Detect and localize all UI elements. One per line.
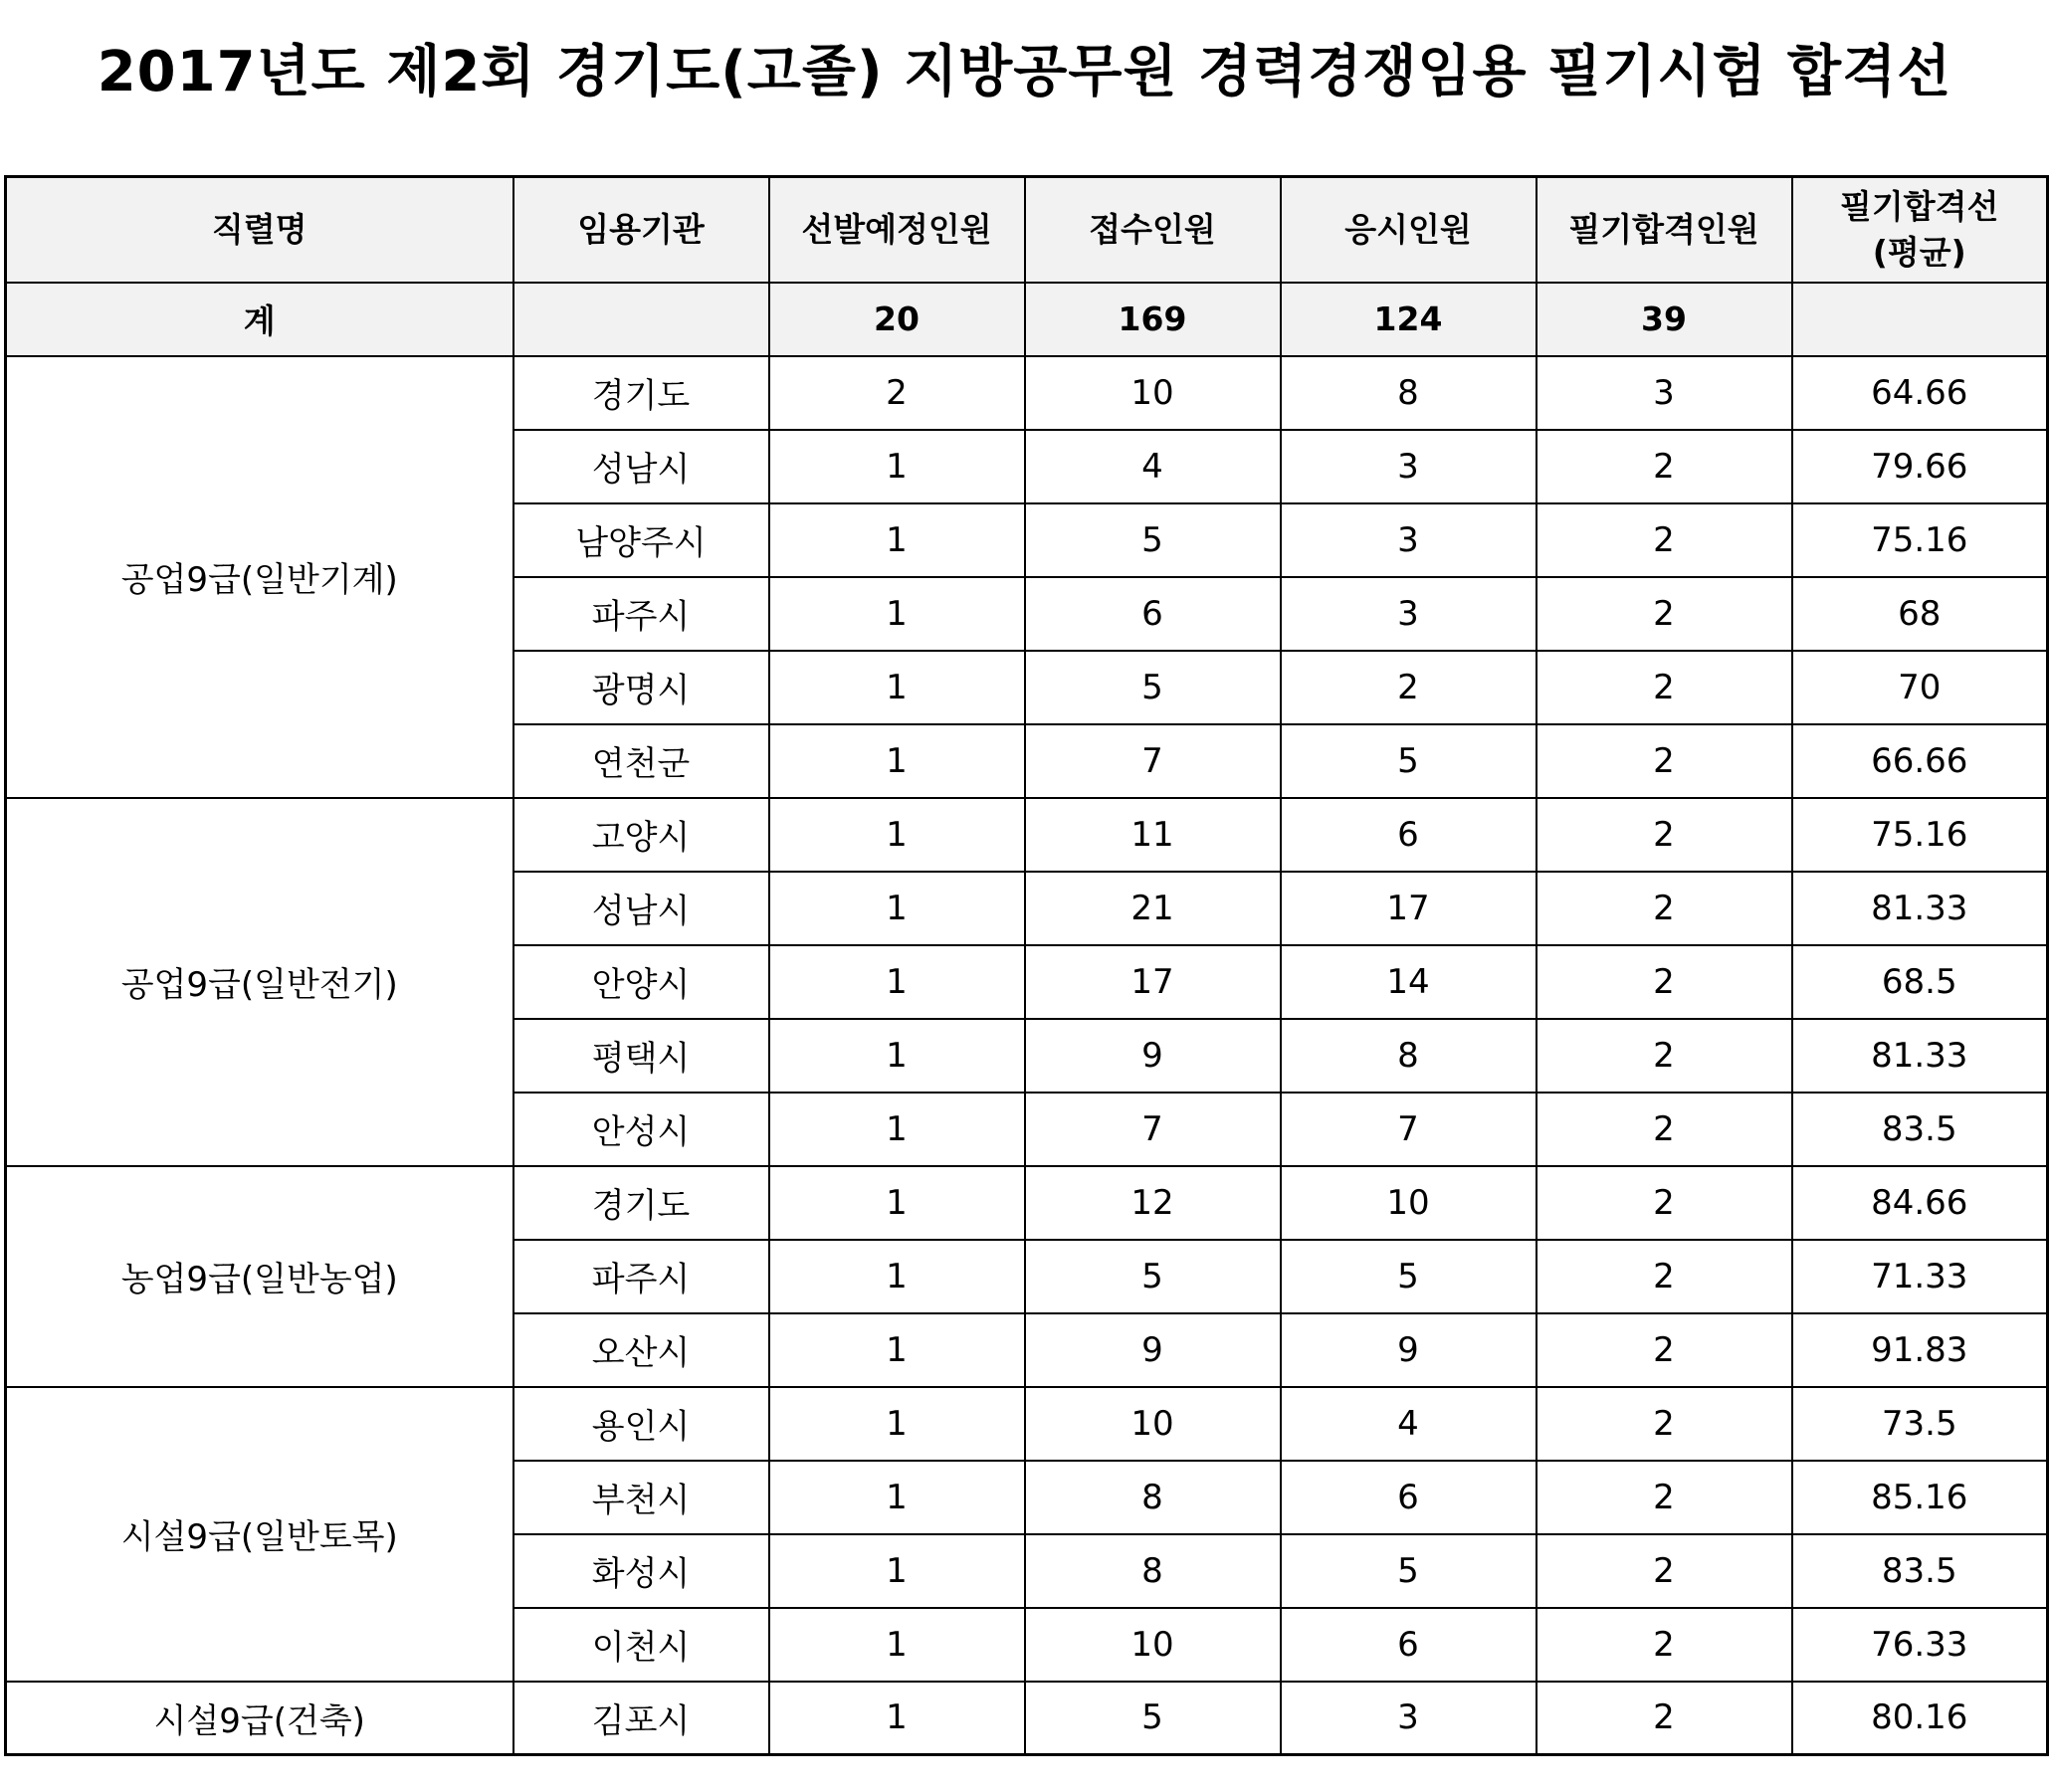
- passed-cell: 2: [1537, 503, 1792, 577]
- agency-cell: 남양주시: [513, 503, 769, 577]
- attended-cell: 9: [1281, 1313, 1537, 1387]
- planned-cell: 1: [769, 1166, 1025, 1240]
- attended-cell: 5: [1281, 1534, 1537, 1608]
- series-name-cell: 공업9급(일반전기): [6, 798, 513, 1166]
- passed-cell: 2: [1537, 1093, 1792, 1166]
- passed-cell: 2: [1537, 651, 1792, 724]
- planned-cell: 1: [769, 651, 1025, 724]
- col-header-cutoff-line1: 필기합격선: [1840, 186, 1999, 226]
- applied-cell: 6: [1025, 577, 1281, 651]
- table-row: [6, 1387, 2048, 1461]
- passed-cell: 2: [1537, 945, 1792, 1019]
- applied-cell: 21: [1025, 872, 1281, 945]
- planned-cell: 1: [769, 1387, 1025, 1461]
- applied-cell: 5: [1025, 651, 1281, 724]
- applied-cell: 9: [1025, 1313, 1281, 1387]
- applied-cell: 12: [1025, 1166, 1281, 1240]
- planned-cell: 1: [769, 1093, 1025, 1166]
- table-row: [6, 356, 2048, 430]
- attended-cell: 14: [1281, 945, 1537, 1019]
- planned-cell: 1: [769, 1019, 1025, 1093]
- col-header-attended: 응시인원: [1281, 177, 1537, 283]
- cutoff-cell: 71.33: [1792, 1240, 2048, 1313]
- applied-cell: 11: [1025, 798, 1281, 872]
- attended-cell: 2: [1281, 651, 1537, 724]
- header-row: [6, 177, 2048, 283]
- cutoff-cell: 84.66: [1792, 1166, 2048, 1240]
- agency-cell: 경기도: [513, 1166, 769, 1240]
- passed-cell: 2: [1537, 1682, 1792, 1755]
- cutoff-cell: 64.66: [1792, 356, 2048, 430]
- cutoff-cell: 75.16: [1792, 503, 2048, 577]
- agency-cell: 안양시: [513, 945, 769, 1019]
- planned-cell: 1: [769, 430, 1025, 503]
- agency-cell: 김포시: [513, 1682, 769, 1755]
- attended-cell: 3: [1281, 577, 1537, 651]
- attended-cell: 5: [1281, 724, 1537, 798]
- agency-cell: 용인시: [513, 1387, 769, 1461]
- attended-cell: 7: [1281, 1093, 1537, 1166]
- col-header-cutoff: [1792, 177, 2048, 283]
- passed-cell: 2: [1537, 872, 1792, 945]
- cutoff-cell: 70: [1792, 651, 2048, 724]
- cutoff-cell: 85.16: [1792, 1461, 2048, 1534]
- cutoff-cell: 76.33: [1792, 1608, 2048, 1682]
- col-header-planned: 선발예정인원: [769, 177, 1025, 283]
- planned-cell: 1: [769, 1461, 1025, 1534]
- passed-cell: 2: [1537, 1313, 1792, 1387]
- applied-cell: 5: [1025, 1682, 1281, 1755]
- planned-cell: 2: [769, 356, 1025, 430]
- cutoff-cell: 80.16: [1792, 1682, 2048, 1755]
- agency-cell: 파주시: [513, 1240, 769, 1313]
- total-planned: 20: [769, 283, 1025, 356]
- applied-cell: 8: [1025, 1534, 1281, 1608]
- attended-cell: 3: [1281, 430, 1537, 503]
- agency-cell: 이천시: [513, 1608, 769, 1682]
- attended-cell: 4: [1281, 1387, 1537, 1461]
- passed-cell: 2: [1537, 430, 1792, 503]
- page-title: 2017년도 제2회 경기도(고졸) 지방공무원 경력경쟁임용 필기시험 합격선: [97, 40, 1952, 104]
- cutoff-cell: 68: [1792, 577, 2048, 651]
- attended-cell: 3: [1281, 503, 1537, 577]
- applied-cell: 17: [1025, 945, 1281, 1019]
- agency-cell: 안성시: [513, 1093, 769, 1166]
- planned-cell: 1: [769, 1608, 1025, 1682]
- applied-cell: 10: [1025, 1387, 1281, 1461]
- passed-cell: 2: [1537, 1387, 1792, 1461]
- attended-cell: 10: [1281, 1166, 1537, 1240]
- attended-cell: 8: [1281, 1019, 1537, 1093]
- planned-cell: 1: [769, 872, 1025, 945]
- passed-cell: 2: [1537, 798, 1792, 872]
- planned-cell: 1: [769, 1240, 1025, 1313]
- cutoff-cell: 73.5: [1792, 1387, 2048, 1461]
- attended-cell: 17: [1281, 872, 1537, 945]
- series-name-cell: 공업9급(일반기계): [6, 356, 513, 798]
- planned-cell: 1: [769, 945, 1025, 1019]
- col-header-agency: 임용기관: [513, 177, 769, 283]
- passed-cell: 2: [1537, 1240, 1792, 1313]
- agency-cell: 파주시: [513, 577, 769, 651]
- series-name-cell: 시설9급(건축): [6, 1682, 513, 1755]
- agency-cell: 화성시: [513, 1534, 769, 1608]
- agency-cell: 성남시: [513, 430, 769, 503]
- passed-cell: 2: [1537, 1166, 1792, 1240]
- applied-cell: 10: [1025, 1608, 1281, 1682]
- series-name-cell: 농업9급(일반농업): [6, 1166, 513, 1387]
- passed-cell: 2: [1537, 1534, 1792, 1608]
- cutoff-cell: 81.33: [1792, 872, 2048, 945]
- table-row: [6, 1682, 2048, 1755]
- cutoff-cell: 91.83: [1792, 1313, 2048, 1387]
- agency-cell: 오산시: [513, 1313, 769, 1387]
- total-attended: 124: [1281, 283, 1537, 356]
- passed-cell: 2: [1537, 1461, 1792, 1534]
- applied-cell: 4: [1025, 430, 1281, 503]
- cutoff-cell: 83.5: [1792, 1534, 2048, 1608]
- passed-cell: 2: [1537, 1019, 1792, 1093]
- agency-cell: 부천시: [513, 1461, 769, 1534]
- results-table: [4, 175, 2049, 1756]
- attended-cell: 6: [1281, 1608, 1537, 1682]
- col-header-applied: 접수인원: [1025, 177, 1281, 283]
- cutoff-cell: 79.66: [1792, 430, 2048, 503]
- agency-cell: 광명시: [513, 651, 769, 724]
- table-row: [6, 1166, 2048, 1240]
- planned-cell: 1: [769, 577, 1025, 651]
- cutoff-cell: 68.5: [1792, 945, 2048, 1019]
- total-row: [6, 283, 2048, 356]
- table-row: [6, 798, 2048, 872]
- planned-cell: 1: [769, 798, 1025, 872]
- total-passed: 39: [1537, 283, 1792, 356]
- passed-cell: 2: [1537, 724, 1792, 798]
- planned-cell: 1: [769, 1534, 1025, 1608]
- agency-cell: 연천군: [513, 724, 769, 798]
- applied-cell: 9: [1025, 1019, 1281, 1093]
- cutoff-cell: 83.5: [1792, 1093, 2048, 1166]
- applied-cell: 5: [1025, 503, 1281, 577]
- applied-cell: 5: [1025, 1240, 1281, 1313]
- total-label: 계: [6, 283, 513, 356]
- total-cutoff: [1792, 283, 2048, 356]
- planned-cell: 1: [769, 503, 1025, 577]
- passed-cell: 2: [1537, 1608, 1792, 1682]
- planned-cell: 1: [769, 724, 1025, 798]
- total-agency: [513, 283, 769, 356]
- passed-cell: 3: [1537, 356, 1792, 430]
- col-header-series: 직렬명: [6, 177, 513, 283]
- total-applied: 169: [1025, 283, 1281, 356]
- cutoff-cell: 75.16: [1792, 798, 2048, 872]
- applied-cell: 7: [1025, 724, 1281, 798]
- agency-cell: 고양시: [513, 798, 769, 872]
- planned-cell: 1: [769, 1682, 1025, 1755]
- applied-cell: 8: [1025, 1461, 1281, 1534]
- agency-cell: 평택시: [513, 1019, 769, 1093]
- agency-cell: 경기도: [513, 356, 769, 430]
- cutoff-cell: 66.66: [1792, 724, 2048, 798]
- attended-cell: 6: [1281, 798, 1537, 872]
- attended-cell: 8: [1281, 356, 1537, 430]
- series-name-cell: 시설9급(일반토목): [6, 1387, 513, 1682]
- passed-cell: 2: [1537, 577, 1792, 651]
- attended-cell: 3: [1281, 1682, 1537, 1755]
- col-header-cutoff-line2: (평균): [1872, 232, 1966, 272]
- col-header-passed: 필기합격인원: [1537, 177, 1792, 283]
- planned-cell: 1: [769, 1313, 1025, 1387]
- cutoff-cell: 81.33: [1792, 1019, 2048, 1093]
- attended-cell: 6: [1281, 1461, 1537, 1534]
- attended-cell: 5: [1281, 1240, 1537, 1313]
- applied-cell: 7: [1025, 1093, 1281, 1166]
- applied-cell: 10: [1025, 356, 1281, 430]
- agency-cell: 성남시: [513, 872, 769, 945]
